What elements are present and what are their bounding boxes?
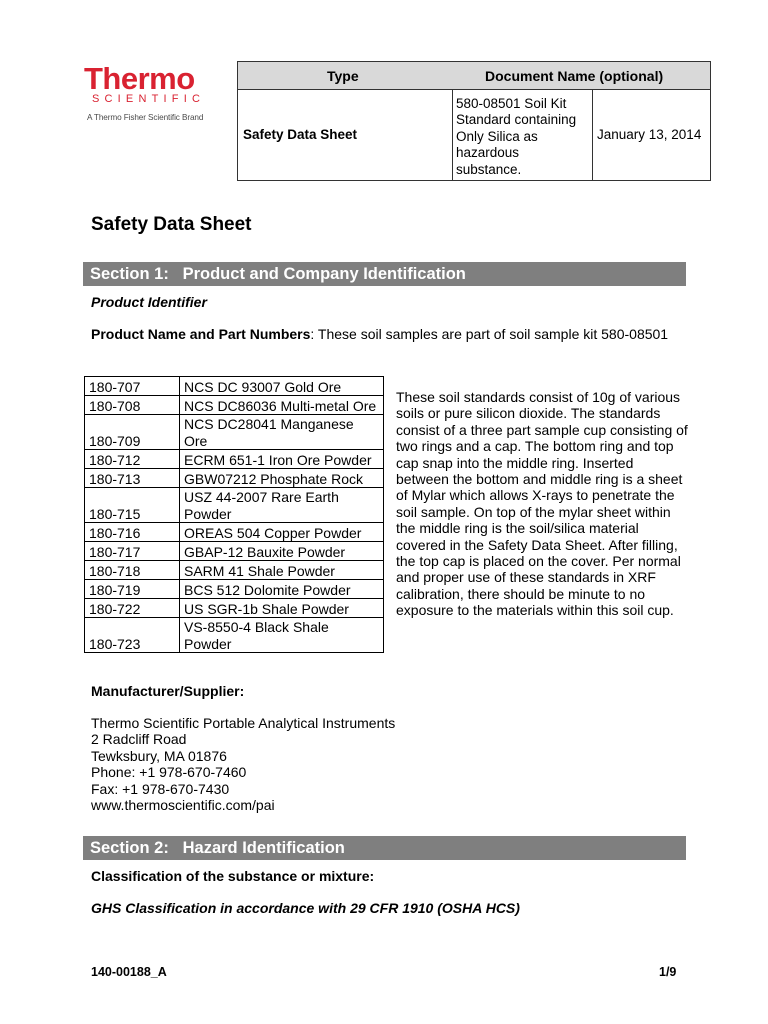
fax-number: Fax: +1 978-670-7430 xyxy=(91,781,230,797)
logo-subtitle: SCIENTIFIC xyxy=(92,93,206,105)
product-name-label: Product Name and Part Numbers xyxy=(91,326,311,342)
document-header-table xyxy=(237,61,711,181)
part-name-cell: NCS DC 93007 Gold Ore xyxy=(180,377,384,396)
address-line: 2 Radcliff Road xyxy=(91,731,187,747)
part-name-cell: BCS 512 Dolomite Powder xyxy=(180,580,384,599)
address-line: Thermo Scientific Portable Analytical Instruments xyxy=(91,715,396,731)
part-number-cell: 180-716 xyxy=(85,523,180,542)
table-row xyxy=(85,415,384,450)
table-row xyxy=(85,618,384,653)
section-2-heading: Section 2: Hazard Identification xyxy=(83,836,686,860)
table-row xyxy=(85,469,384,488)
page-title: Safety Data Sheet xyxy=(91,214,252,235)
phone-number: Phone: +1 978-670-7460 xyxy=(91,764,247,780)
section-1-heading: Section 1: Product and Company Identification xyxy=(83,262,686,286)
table-row xyxy=(85,542,384,561)
part-number-cell: 180-708 xyxy=(85,396,180,415)
product-name-text: : These soil samples are part of soil sample kit 580-08501 xyxy=(310,326,669,342)
part-name-cell: ECRM 651-1 Iron Ore Powder xyxy=(180,450,384,469)
table-row xyxy=(85,580,384,599)
part-number-cell: 180-717 xyxy=(85,542,180,561)
part-name-cell: GBW07212 Phosphate Rock xyxy=(180,469,384,488)
table-row xyxy=(85,599,384,618)
website-link[interactable]: www.thermoscientific.com/pai xyxy=(91,797,275,813)
table-row xyxy=(85,488,384,523)
manufacturer-label: Manufacturer/Supplier: xyxy=(91,683,245,699)
product-identifier-label: Product Identifier xyxy=(91,294,207,310)
header-type: Type xyxy=(327,68,359,84)
part-name-cell: GBAP-12 Bauxite Powder xyxy=(180,542,384,561)
table-row xyxy=(85,377,384,396)
part-name-cell: NCS DC86036 Multi-metal Ore xyxy=(180,396,384,415)
part-name-cell: VS-8550-4 Black Shale Powder xyxy=(180,618,384,653)
ghs-classification-label: GHS Classification in accordance with 29 CFR 1910 (OSHA HCS) xyxy=(91,900,520,916)
thermo-scientific-logo xyxy=(84,62,214,128)
product-name-line xyxy=(91,326,668,343)
part-number-cell: 180-707 xyxy=(85,377,180,396)
table-row xyxy=(85,523,384,542)
part-name-cell: OREAS 504 Copper Powder xyxy=(180,523,384,542)
part-name-cell: USZ 44-2007 Rare Earth Powder xyxy=(180,488,384,523)
part-number-cell: 180-719 xyxy=(85,580,180,599)
part-name-cell: SARM 41 Shale Powder xyxy=(180,561,384,580)
classification-label: Classification of the substance or mixture: xyxy=(91,868,375,884)
page-number: 1/9 xyxy=(659,965,677,979)
part-number-cell: 180-718 xyxy=(85,561,180,580)
header-document-name: Document Name (optional) xyxy=(485,68,664,84)
document-date: January 13, 2014 xyxy=(597,127,702,142)
part-number-cell: 180-709 xyxy=(85,415,180,450)
address-line: Tewksbury, MA 01876 xyxy=(91,748,227,764)
table-row xyxy=(85,450,384,469)
part-number-cell: 180-722 xyxy=(85,599,180,618)
kit-description: These soil standards consist of 10g of various soils or pure silicon dioxide. The standards consist of a three part sample cup consisting of two rings and a cap. The bottom ring and top cap snap into the middle ring. Inserted between the bottom and middle ring is a sheet of Mylar which allows X-rays to penetrate the soil sample. On top of the mylar sheet within the middle ring is the soil/silica material covered in the Safety Data Sheet. After filling, the top cap is placed on the cover. Per normal and proper use of these standards in XRF calibration, there should be minute to no exposure to the materials within this soil cup. xyxy=(396,389,688,619)
document-number: 140-00188_A xyxy=(91,965,167,979)
parts-table xyxy=(84,376,384,653)
part-name-cell: NCS DC28041 Manganese Ore xyxy=(180,415,384,450)
document-name-value: 580-08501 Soil Kit Standard containing Only Silica as hazardous substance. xyxy=(456,96,577,177)
document-type-value: Safety Data Sheet xyxy=(243,127,358,142)
table-row xyxy=(85,561,384,580)
part-number-cell: 180-715 xyxy=(85,488,180,523)
logo-tagline: A Thermo Fisher Scientific Brand xyxy=(87,113,204,122)
table-row xyxy=(85,396,384,415)
part-number-cell: 180-713 xyxy=(85,469,180,488)
part-number-cell: 180-712 xyxy=(85,450,180,469)
part-number-cell: 180-723 xyxy=(85,618,180,653)
logo-wordmark: Thermo xyxy=(84,61,195,96)
part-name-cell: US SGR-1b Shale Powder xyxy=(180,599,384,618)
